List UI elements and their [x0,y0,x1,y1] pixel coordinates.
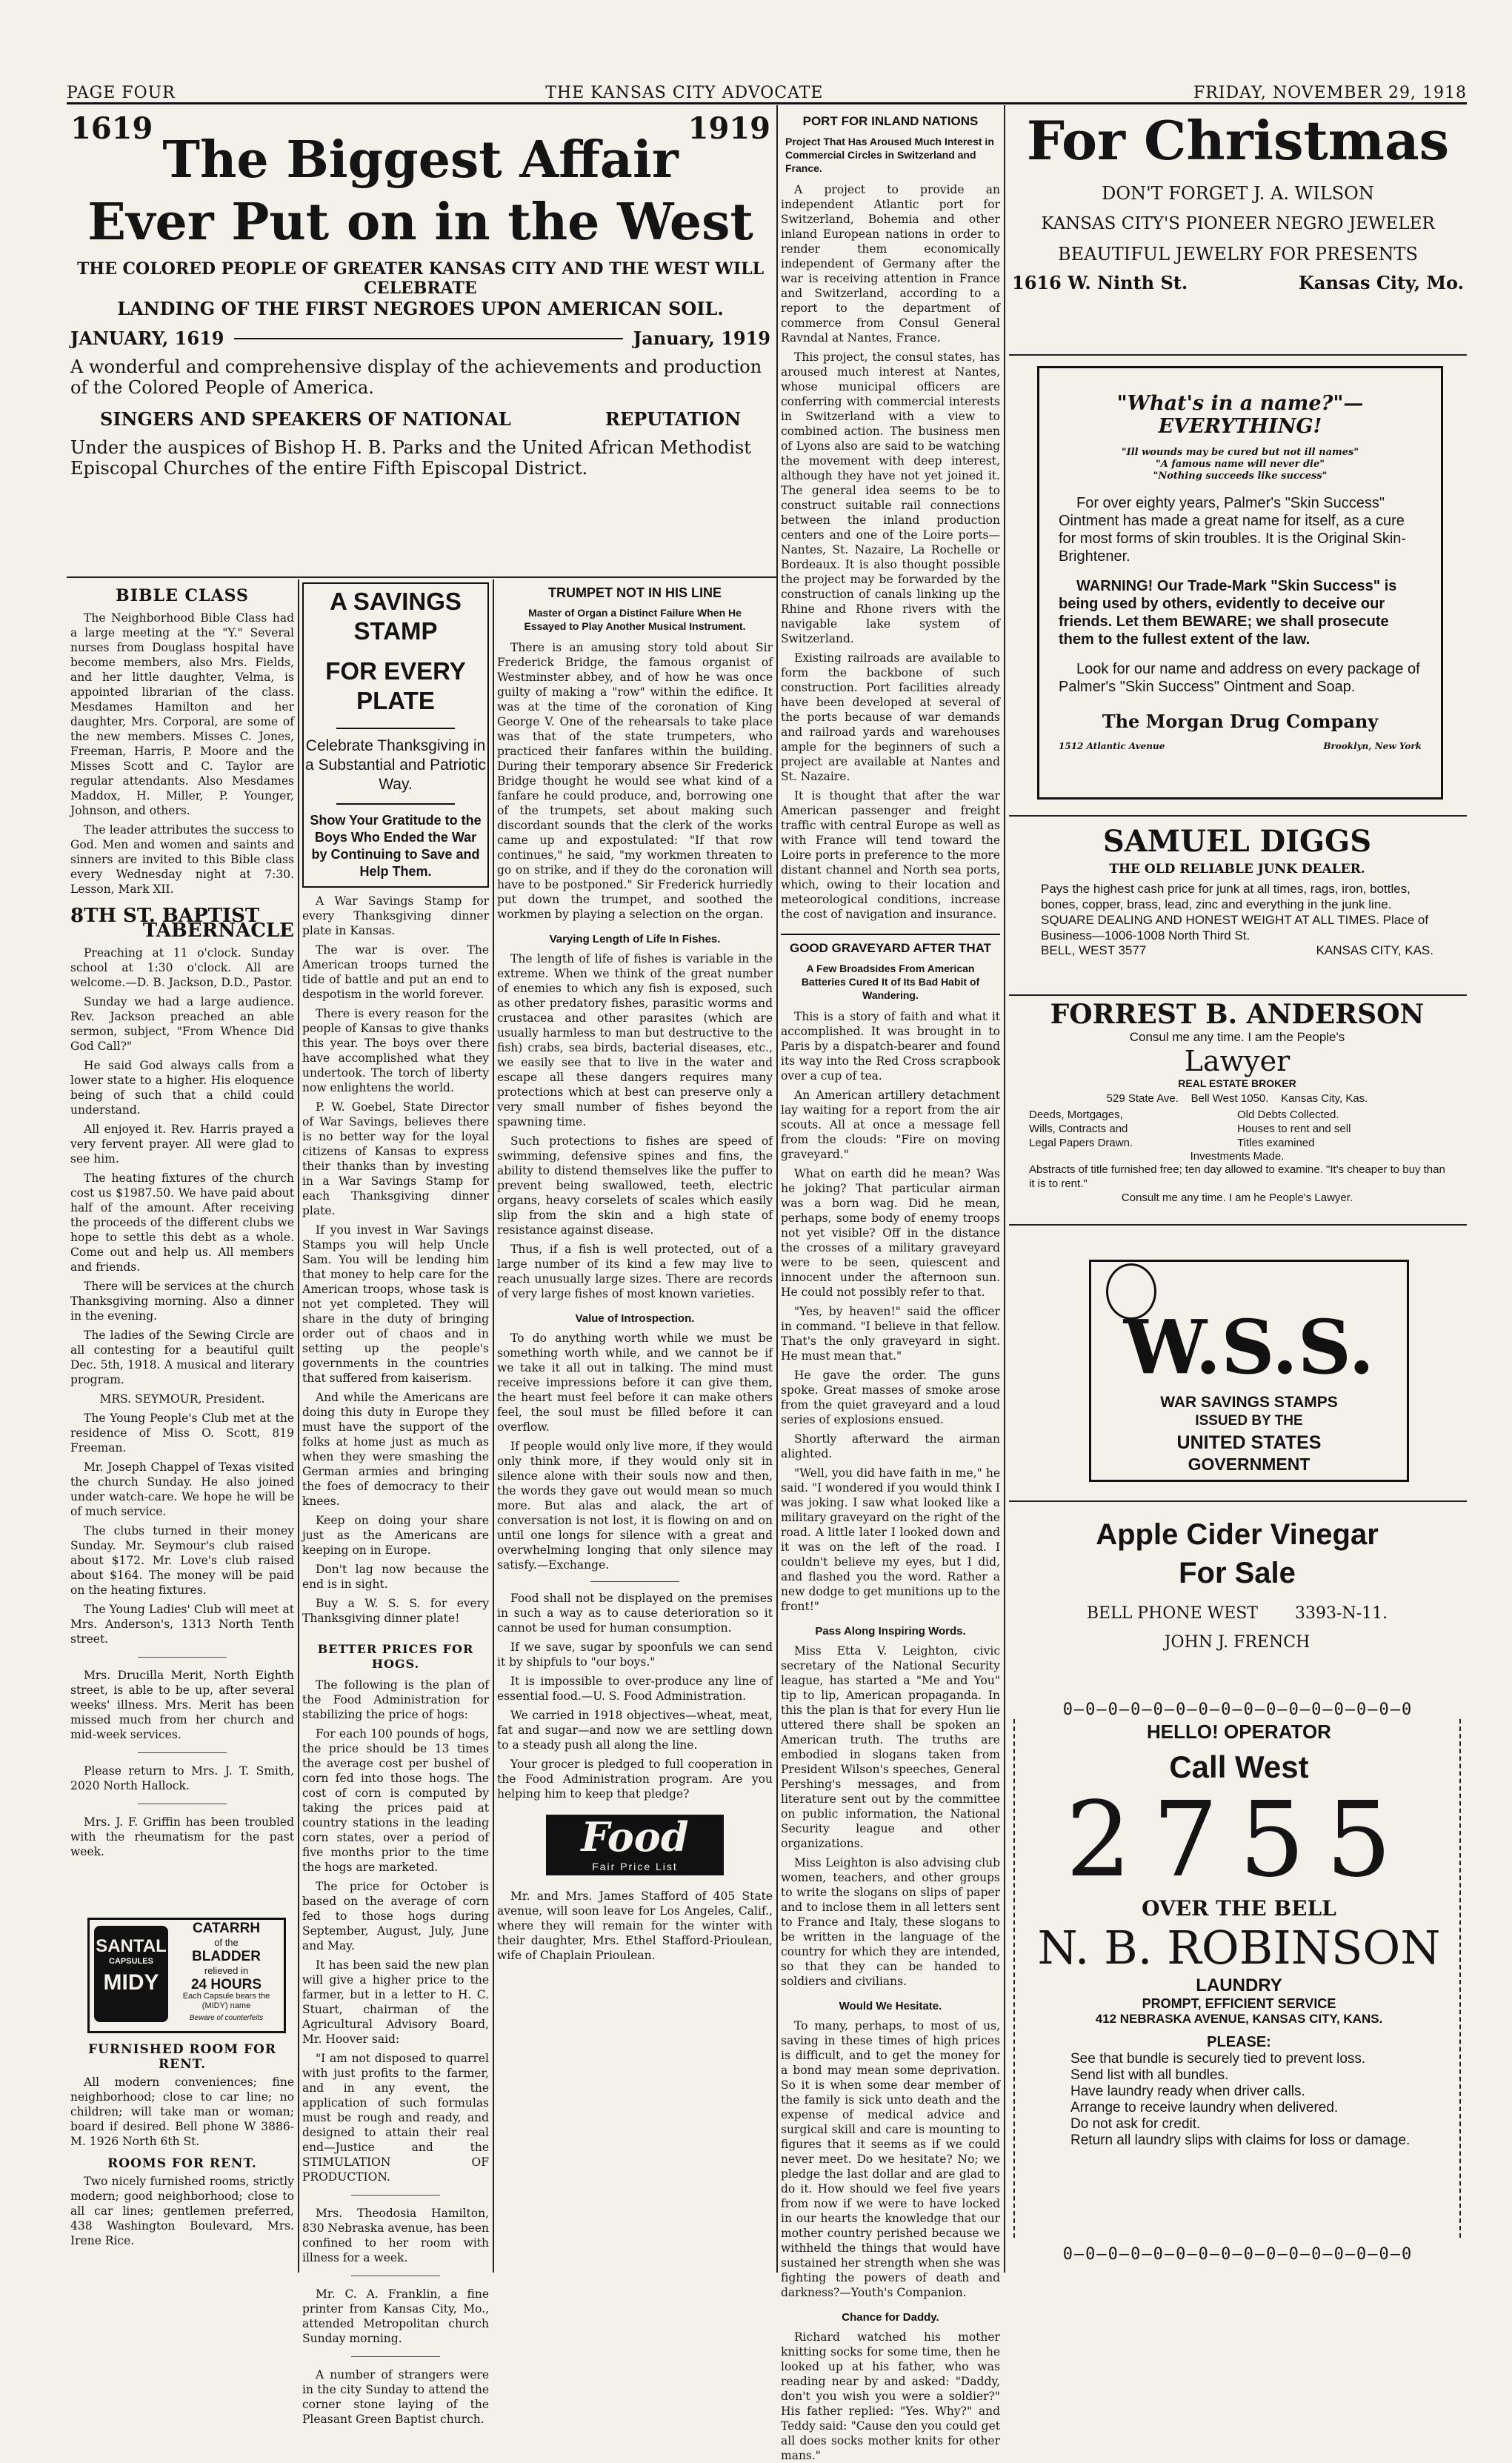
apple-cider-ad [1019,1515,1456,1693]
sewing-circle-signature: MRS. SEYMOUR, President. [99,1392,265,1406]
bible-class-title: BIBLE CLASS [116,586,249,605]
laundry-please: PLEASE: [1207,2034,1271,2050]
jeweler-line-2: KANSAS CITY'S PIONEER NEGRO JEWELER [1041,214,1435,233]
savings-stamp-header [302,582,489,888]
graveyard-paragraph: "Well, you did have faith in me," he said. "I wondered if you would think I was joking. I saw what looked like a military graveyard on the right of the road. A little later I looked down and it was on the left of the road. I couldn't believe my eyes, but I did, and flashed you the word. Rather a new dodge to get munitions up to the front!" [781,1466,1000,1613]
diggs-city: KANSAS CITY, KAS. [1316,943,1433,957]
issue-date: FRIDAY, NOVEMBER 29, 1918 [1193,84,1467,102]
subhead-landing: LANDING OF THE FIRST NEGROES UPON AMERICAN SOIL. [117,298,724,319]
forrest-lawyer: Lawyer [1184,1045,1290,1077]
hogs-paragraph: It has been said the new plan will give a higher price to the farmer, but in a letter to H. C. Stuart, chairman of the Agricultural Advisory Board, Mr. Hoover said: [302,1958,489,2046]
divider [138,1657,227,1658]
graveyard-paragraph: He gave the order. The guns spoke. Great masses of smoke arose from the quiet graveyard and a loud series of explosions ensued. [781,1369,1000,1426]
stamp-paragraph: There is every reason for the people of Kansas to give thanks this year. The boys over there have accomplished what they undertook. The torch of liberty now enlightens the world. [302,1007,489,1094]
capsule-icon: SANTAL CAPSULES MIDY [94,1926,168,2022]
laundry-subtitle: LAUNDRY [1196,1975,1282,1995]
date-line [234,338,622,339]
classified-ads [70,2036,294,2281]
rooms-rent-title: ROOMS FOR RENT. [107,2156,257,2171]
port-subhead: Project That Has Aroused Much Interest in Commercial Circles in Switzerland and France. [785,136,994,174]
baptist-paragraph: The Young People's Club met at the residence of Miss O. Scott, 819 Freeman. [70,1412,294,1455]
diggs-paragraph: SQUARE DEALING AND HONEST WEIGHT AT ALL TIMES. Place of Business—1006-1008 North Third St. [1041,913,1429,943]
newspaper-name: THE KANSAS CITY ADVOCATE [545,84,824,102]
singers-right: REPUTATION [605,408,741,430]
bible-class-text-2: The leader attributes the success to God. Men and women and saints and sinners are invited to this Bible class every Wednesday night at 7:30. Lesson, Mark XII. [70,823,294,896]
stamp-paragraph: Buy a W. S. S. for every Thanksgiving dinner plate! [302,1597,489,1625]
baptist-paragraph: The heating fixtures of the church cost us $1987.50. We have paid about half of the amount. After receiving the proceeds of the different clubs we hope to settle this debt as a whole. Come out and help us. All members and friends. [70,1171,294,1274]
laundry-instructions: See that bundle is securely tied to prevent loss. Send list with all bundles. Have laundry ready when driver calls. Arrange to receive laundry when delivered. Do not ask for credit. Return all laundry slips with claims for loss or damage. [1070,2051,1411,2148]
masthead [67,73,1467,104]
section-rule [67,576,776,578]
savings-stamp-headline-1: A SAVINGS STAMP [330,588,462,645]
stamp-paragraph: The war is over. The American troops turned the tide of battle and put an end to despotism in the world forever. [302,943,489,1001]
chain-border-bottom: 0—0—0—0—0—0—0—0—0—0—0—0—0—0—0—0 [1062,2245,1413,2264]
divider [138,1752,227,1753]
smith-notice: Please return to Mrs. J. T. Smith, 2020 North Hallock. [70,1764,294,1792]
chain-border-left [1013,1719,1018,2238]
column-rule [298,579,299,2273]
graveyard-paragraph: "Yes, by heaven!" said the officer in command. "I believe in that fellow. That's the only graveyard in sight. He must mean that." [781,1305,1000,1363]
baptist-paragraph: Mr. Joseph Chappel of Texas visited the church Sunday. He also joined under watch-care. We hope he will be of much service. [70,1460,294,1518]
forrest-consult: Consult me any time. I am he People's Lawyer. [1121,1191,1353,1204]
strangers-notice: A number of strangers were in the city Sunday to attend the corner stone laying of the Pleasant Green Baptist church. [302,2368,489,2426]
palmers-skin-success-ad: "What's in a name?"—EVERYTHING! "Ill wounds may be cured but not ill names" "A famous name will never die" "Nothing succeeds like success" For over eighty years, Palmer's "Skin Success" Ointment has made a great name for itself, as a cure for most forms of skin troubles. It is the Original Skin-Brightener. WARNING! Our Trade-Mark "Skin Success" is being used by others, evidently to deceive our friends. Let them BEWARE; we shall prosecute them to the fullest extent of the law. Look for our name and address on every package of Palmer's "Skin Success" Ointment and Soap. The Morgan Drug Company 1512 Atlantic Avenue Brooklyn, New York [1037,366,1443,800]
laundry-address: 412 NEBRASKA AVENUE, KANSAS CITY, KANS. [1095,2012,1383,2026]
fishes-title: Varying Length of Life In Fishes. [549,933,721,945]
food-paragraph: We carried in 1918 objectives—wheat, meat, fat and sugar—and now we are settling down to a steady push all along the line. [497,1709,773,1752]
year-left: 1619 [70,111,153,146]
divider [351,2195,440,2196]
column-2 [302,582,489,2426]
celebration-announcement [70,111,770,574]
baptist-paragraph: The Young Ladies' Club will meet at Mrs. Anderson's, 1313 North Tenth street. [70,1603,294,1646]
column-1 [70,585,294,1858]
palmer-paragraph: For over eighty years, Palmer's "Skin Success" Ointment has made a great name for itself, as a cure for most forms of skin troubles. It is the Original Skin-Brightener. [1059,495,1407,565]
stamp-paragraph: Keep on doing your share just as the Americans are keeping on in Europe. [302,1514,489,1557]
jeweler-city: Kansas City, Mo. [1299,272,1464,293]
laundry-over-bell: OVER THE BELL [1142,1896,1336,1921]
laundry-hello: HELLO! OPERATOR [1147,1721,1331,1743]
baptist-paragraph: Sunday we had a large audience. Rev. Jackson preached an able sermon, subject, "From Whence Did God Call?" [70,995,294,1053]
jeweler-line-1: DON'T FORGET J. A. WILSON [1102,183,1374,204]
graveyard-paragraph: What on earth did he mean? Was he joking? That particular airman was a born wag. Did he mean, perhaps, some body of enemy troops not yet visible? Off in the distance the crosses of a military graveyard were to be seen, quiescent and innocent under the afternoon sun. He could not possibly refer to that. [781,1167,1000,1299]
savings-stamp-subhead: Celebrate Thanksgiving in a Substantial and Patriotic Way. [305,737,486,793]
column-rule [493,579,494,2273]
baptist-paragraph: He said God always calls from a lower state to a higher. His eloquence being of such that a child could understand. [70,1059,294,1117]
christmas-title: For Christmas [1026,109,1450,172]
griffin-notice: Mrs. J. F. Griffin has been troubled with the rheumatism for the past week. [70,1815,294,1858]
santal-midy-ad: SANTAL CAPSULES MIDY CATARRH of the BLADDER relieved in 24 HOURS Each Capsule bears the (MIDY) name Beware of counterfeits [87,1918,286,2033]
port-paragraph: This project, the consul states, has aroused much interest at Nantes, whose municipal officers are conferring with commercial interests in Switzerland with a view to combined action. The business men of Lyons also are said to be watching the movement with deep interest, although they have not yet joined it. The general idea seems to be to construct suitable rail connections between the inland production centers and one of the Loire ports—Nantes, St. Nazaire, La Rochelle or Bordeaux. It is also thought possible the project may be forwarded by the construction of canals linking up the Rhine and Rhone rivers with the navigable lake system of Switzerland. [781,350,1000,645]
samuel-diggs-ad [1019,824,1456,991]
subhead-celebrate: THE COLORED PEOPLE OF GREATER KANSAS CITY AND THE WEST WILL CELEBRATE [76,259,765,298]
date-left: JANUARY, 1619 [70,328,224,349]
column-rule [1004,105,1005,2273]
forrest-investments: Investments Made. [1190,1150,1285,1163]
achievements-description: A wonderful and comprehensive display of the achievements and production of the Colored People of America. [70,356,762,398]
food-paragraph: If we save, sugar by spoonfuls we can send it by shipfuls to "our boys." [497,1641,773,1669]
singers-left: SINGERS AND SPEAKERS OF NATIONAL [100,408,511,430]
diggs-paragraph: Pays the highest cash price for junk at all times, rags, iron, bottles, bones, copper, brass, lead, zinc and everything in the junk line. [1041,882,1411,911]
page-number: PAGE FOUR [67,84,176,102]
forrest-title: FORREST B. ANDERSON [1050,999,1425,1030]
jeweler-line-3: BEAUTIFUL JEWELRY FOR PRESENTS [1058,244,1418,265]
palmer-company: The Morgan Drug Company [1102,711,1379,732]
hogs-paragraph: For each 100 pounds of hogs, the price should be 13 times the average cost per bushel of corn fed into those hogs. The cost of corn is computed by taking the prices paid at country stations in the leading corn states, over a period of five months prior to the time the hogs are marketed. [302,1727,489,1874]
hogs-paragraph: The price for October is based on the average of corn fed to those hogs during September, August, July, June and May. [302,1880,489,1952]
bible-class-text: The Neighborhood Bible Class had a large meeting at the "Y." Several nurses from Douglass hospital have become members, also Mrs. Fields, and her little daughter, Velma, is appointed librarian of the class. Mesdames Hamilton and her daughter, Mrs. Corporal, are some of the new members. Misses C. Jones, Freeman, Harris, P. Moore and the Misses Scott and C. Taylor are regular attendants. Also Mesdames Maddox, H. Miller, P. Younger, Johnson, and others. [70,611,294,817]
savings-stamp-headline-2: FOR EVERY PLATE [325,657,466,714]
daddy-paragraph: Richard watched his mother knitting socks for some time, then he looked up at his father, who was reading near by and asked: "Daddy, don't you wish you were a soldier?" His father replied: "Yes. Why?" and Teddy said: "Cause den you could get all does socks mother knits for other mans." [781,2330,1000,2462]
forrest-address: 529 State Ave. Bell West 1050. Kansas City, Kas. [1106,1092,1368,1105]
hog-prices-title: BETTER PRICES FOR HOGS. [317,1642,474,1671]
fishes-paragraph: The length of life of fishes is variable in the extreme. When we think of the great number of enemies to which any fish is exposed, such as other predatory fishes, parasitic worms and crustacea and other parasites (which are usually harmless to man but destructive to the fish) crabs, sea birds, bacterial diseases, etc., we easily see that to live in the water and escape all these dangers requires many protections which at best can preserve only a very small number of fishes beyond the spawning time. [497,952,773,1129]
baptist-paragraph: There will be services at the church Thanksgiving morning. Also a dinner in the evening. [70,1280,294,1323]
baptist-paragraph: The clubs turned in their money Sunday. Mr. Seymour's club raised about $172. Mr. Love's club raised about $164. The money will be paid on the heating fixtures. [70,1524,294,1597]
baptist-paragraph: All enjoyed it. Rev. Harris prayed a very fervent prayer. All were glad to see him. [70,1123,294,1166]
food-paragraph: Food shall not be displayed on the premises in such a way as to cause deterioration so it cannot be used for human consumption. [497,1592,773,1635]
forrest-anderson-ad [1019,999,1456,1221]
port-title: PORT FOR INLAND NATIONS [802,114,979,128]
cider-phone-label: BELL PHONE WEST [1086,1604,1259,1623]
graveyard-paragraph: Shortly afterward the airman alighted. [781,1432,1000,1460]
palmer-headline: "What's in a name?"—EVERYTHING! [1116,392,1364,438]
auspices: Under the auspices of Bishop H. B. Parks and the United African Methodist Episcopal Churches of the entire Fifth Episcopal District. [70,437,751,479]
stamp-paragraph: And while the Americans are doing this duty in Europe they must have the support of the folks at home just as much as when they were smashing the German armies and bringing the foes of democracy to their knees. [302,1391,489,1508]
franklin-notice: Mr. C. A. Franklin, a fine printer from Kansas City, Mo., attended Metropolitan church Sunday morning. [302,2287,489,2345]
inspiring-words-title: Pass Along Inspiring Words. [815,1625,966,1638]
column-3 [497,582,773,2272]
cider-phone-number: 3393-N-11. [1295,1604,1388,1623]
daddy-title: Chance for Daddy. [842,2311,939,2324]
furnished-room-text: All modern conveniences; fine neighborhood; close to car line; no children; will take man or woman; board if desired. Bell phone W 3886-M. 1926 North 6th St. [70,2075,294,2148]
rooms-rent-text: Two nicely furnished rooms, strictly modern; good neighborhood; close to all car lines; gentlemen preferred, 438 Washington Boulevard, Mrs. Irene Rice. [70,2175,294,2247]
baptist-paragraph: Preaching at 11 o'clock. Sunday school at 1:30 o'clock. All are welcome.—D. B. Jackson, D.D., Pastor. [70,946,294,989]
food-paragraph: Your grocer is pledged to full cooperation in the Food Administration program. Are you helping him to keep that pledge? [497,1758,773,1801]
trumpet-subhead: Master of Organ a Distinct Failure When He Essayed to Play Another Musical Instrument. [524,607,746,632]
graveyard-paragraph: An American artillery detachment lay waiting for a report from the air scouts. All at once a message fell from the clouds: "Fire on moving graveyard." [781,1088,1000,1161]
hesitate-paragraph: To many, perhaps, to most of us, saving in these times of high prices is difficult, and to get the money for a bond may mean some deprivation. So it is when some dear member of the family is sick unto death and the expense of medical advice and surgical skill and care is mounting to figures that it seems as if we could never meet. Do we hesitate? No; we pledge the last dollar and are glad to do it. How should we feel five years from now if we were to have locked in our hearts the knowledge that our mother country perished because we withheld the things that would have sustained her strength when she was fighting the powers of death and darkness?—Youth's Companion. [781,2019,1000,2299]
forrest-abstracts: Abstracts of title furnished free; ten day allowed to examine. "It's cheaper to buy than it is to rent." [1029,1163,1445,1190]
chain-border-right [1459,1719,1464,2238]
date-right: January, 1919 [633,328,770,349]
graveyard-title: GOOD GRAVEYARD AFTER THAT [781,934,1000,956]
trumpet-story: There is an amusing story told about Sir Frederick Bridge, the famous organist of Westminster abbey, and of how he was once guilty of making a "row" within the edifice. It was at the time of the coronation of King George V. One of the rehearsals to take place was that of the state trumpeters, who practiced their fanfares within the building. During their temporary absence Sir Frederick Bridge thought he would see what kind of a fanfare he could produce, and, borrowing one of the trumpets, set about making such discordant sounds that the clerk of the works came up and expostulated: "If that row continues," he said, "my workmen threaten to go on strike, and if they do the coronation will have to be postponed." Sir Frederick hurriedly put down the trumpet, and soothed the workmen by playing a selection on the organ. [497,641,773,921]
stamp-paragraph: P. W. Goebel, State Director of War Savings, believes there is no better way for the loyal citizens of Kansas to express their thanks than by investing in a War Savings Stamp for each Thanksgiving dinner plate. [302,1100,489,1217]
forrest-services: Deeds, Mortgages, Old Debts Collected. Wills, Contracts and Houses to rent and sell Legal Papers Drawn. Titles examined [1029,1108,1351,1149]
inspiring-words-paragraph: Miss Leighton is also advising club women, teachers, and other groups to write the slogans on slips of paper and to inclose them in all letters sent to France and Italy, these slogans to be written in the language of the country for which they are intended, so that they can be handed to soldiers and civilians. [781,1856,1000,1988]
port-paragraph: Existing railroads are available to form the backbone of such construction. Port facilities already have been developed at several of the ports because of war demands and railroad yards and warehouses ample for the beginners of such a project are available at Nantes and St. Nazaire. [781,651,1000,783]
war-savings-stamps-ad: W.S.S. WAR SAVINGS STAMPS ISSUED BY THE UNITED STATES GOVERNMENT [1089,1260,1409,1482]
palmer-paragraph: Look for our name and address on every package of Palmer's "Skin Success" Ointment and Soap. [1059,661,1420,695]
year-right: 1919 [687,111,770,146]
forrest-broker: REAL ESTATE BROKER [1178,1077,1296,1089]
hogs-paragraph: "I am not disposed to quarrel with just profits to the farmer, and in any event, the application of such formulas must be rough and ready, and designed to attain their real end—Justice and the STIMULATION OF PRODUCTION. [302,2052,489,2184]
port-paragraph: A project to provide an independent Atlantic port for Switzerland, Bohemia and other inland European nations in order to render them economically independent of Germany after the war is receiving attention in France and Switzerland, according to a report to the department of commerce from Consul General Ravndal at Nantes, France. [781,183,1000,345]
fishes-paragraph: Such protections to fishes are speed of swimming, defensive spines and fins, the ability to distend themselves like the puffer to prevent being swallowed, teeth, electric organs, heavy corselets of scales which easily slip from the skin and a high state of resistance against disease. [497,1134,773,1237]
column-rule [776,105,778,2273]
food-paragraph: It is impossible to over-produce any line of essential food.—U. S. Food Administration. [497,1675,773,1703]
baptist-title-1: 8TH ST. BAPTIST [70,905,260,927]
stafford-notice: Mr. and Mrs. James Stafford of 405 State avenue, will soon leave for Los Angeles, Calif., where they will remain for the winter with their daughter, Mrs. Ethel Stafford-Prioulean, wife of Chaplain Prioulean. [497,1889,773,1962]
furnished-room-title: FURNISHED ROOM FOR RENT. [88,2042,276,2072]
robinson-laundry-ad [1026,1721,1452,2239]
jeweler-address: 1616 W. Ninth St. [1012,272,1188,293]
inspiring-words-paragraph: Miss Etta V. Leighton, civic secretary of the National Security league, has started a "Me and You" tip to lip, American propaganda. In this the plan is that for every Hun lie uttered there shall be spoken an American truth. The truths are embodied in slogans taken from President Wilson's speeches, General Pershing's messages, and from literature sent out by the committee on public information, the National Security league and other organizations. [781,1644,1000,1850]
chain-border-top: 0—0—0—0—0—0—0—0—0—0—0—0—0—0—0—0 [1062,1701,1413,1719]
wss-letters: W.S.S. [1123,1303,1375,1391]
forrest-subtitle: Consul me any time. I am the People's [1129,1030,1345,1044]
column-4 [781,111,1000,2462]
laundry-prompt: PROMPT, EFFICIENT SERVICE [1142,1996,1336,2011]
food-fair-price-logo: Food Fair Price List [546,1815,724,1875]
divider [590,1581,679,1582]
palmer-warning: WARNING! Our Trade-Mark "Skin Success" is being used by others, evidently to deceive our friends. Let them BEWARE; we shall prosecute them to the fullest extent of the law. [1059,578,1397,648]
jeweler-ad [1009,107,1467,352]
baptist-paragraph: The ladies of the Sewing Circle are all contesting for a beautiful quilt Dec. 5th, 1918. A musical and literary program. [70,1329,294,1386]
headline-line-2: Ever Put on in the West [87,193,753,252]
laundry-phone-number: 2755 [1065,1780,1413,1901]
cider-seller: JOHN J. FRENCH [1164,1633,1310,1652]
headline-line-1: The Biggest Affair [162,130,679,190]
diggs-subtitle: THE OLD RELIABLE JUNK DEALER. [1109,862,1365,877]
stamp-paragraph: A War Savings Stamp for every Thanksgiving dinner plate in Kansas. [302,894,489,937]
merit-notice: Mrs. Drucilla Merit, North Eighth street, is able to be up, after several weeks' illness. Mrs. Merit has been missed much from her church and mid-week services. [70,1669,294,1741]
stamp-paragraph: If you invest in War Savings Stamps you will help Uncle Sam. You will be lending him that money to help care for the American troops, whose task is not yet completed. They will share in the duty of bringing order out of chaos and in setting up the people's governments in the countries that suffered from kaiserism. [302,1223,489,1385]
port-paragraph: It is thought that after the war American passenger and freight traffic with central Europe as well as with France will tend toward the Loire ports in preference to the more distant channel and North sea ports, which, owing to their location and meteorological conditions, increase the cost of navigation and insurance. [781,789,1000,921]
introspection-paragraph: If people would only live more, if they would only think more, if they would only sit in silence alone with their souls now and then, the words they gave out would mean so much more. But alas and alack, the art of conversation is not lost, it is flowing on and on until one longs for silence with a great and overwhelming longing that only silence may satisfy.—Exchange. [497,1440,773,1572]
laundry-name: N. B. ROBINSON [1037,1921,1441,1975]
savings-stamp-gratitude: Show Your Gratitude to the Boys Who Ended the War by Continuing to Save and Help Them. [310,813,482,879]
cider-for-sale: For Sale [1179,1557,1296,1589]
baptist-title-2: TABERNACLE [142,920,294,942]
trumpet-title: TRUMPET NOT IN HIS LINE [548,585,722,600]
graveyard-subhead: A Few Broadsides From American Batteries Cured It of Its Bad Habit of Wandering. [801,963,980,1001]
introspection-title: Value of Introspection. [575,1312,695,1325]
graveyard-paragraph: This is a story of faith and what it accomplished. It was brought in to Paris by a dispatch-bearer and found its way into the Red Cross scrapbook over a cup of tea. [781,1010,1000,1083]
hogs-paragraph: The following is the plan of the Food Administration for stabilizing the price of hogs: [302,1678,489,1721]
divider [351,2356,440,2357]
hesitate-title: Would We Hesitate. [839,2000,942,2012]
cider-headline: Apple Cider Vinegar [1096,1518,1379,1551]
introspection-paragraph: To do anything worth while we must be something worth while, and we cannot be if we take it all out in talking. The mind must receive impressions before it can give them, the heart must feel before it can make others feel, the soul must be filled before it can overflow. [497,1332,773,1434]
stamp-paragraph: Don't lag now because the end is in sight. [302,1563,489,1591]
hamilton-notice: Mrs. Theodosia Hamilton, 830 Nebraska avenue, has been confined to her room with illness for a week. [302,2207,489,2264]
diggs-phone: BELL, WEST 3577 [1041,943,1147,957]
laundry-call: Call West [1169,1749,1309,1784]
fishes-paragraph: Thus, if a fish is well protected, out of a large number of its kind a few may live to reach unusually large sizes. There are records of very large fishes of most known varieties. [497,1243,773,1300]
diggs-title: SAMUEL DIGGS [1102,824,1372,859]
